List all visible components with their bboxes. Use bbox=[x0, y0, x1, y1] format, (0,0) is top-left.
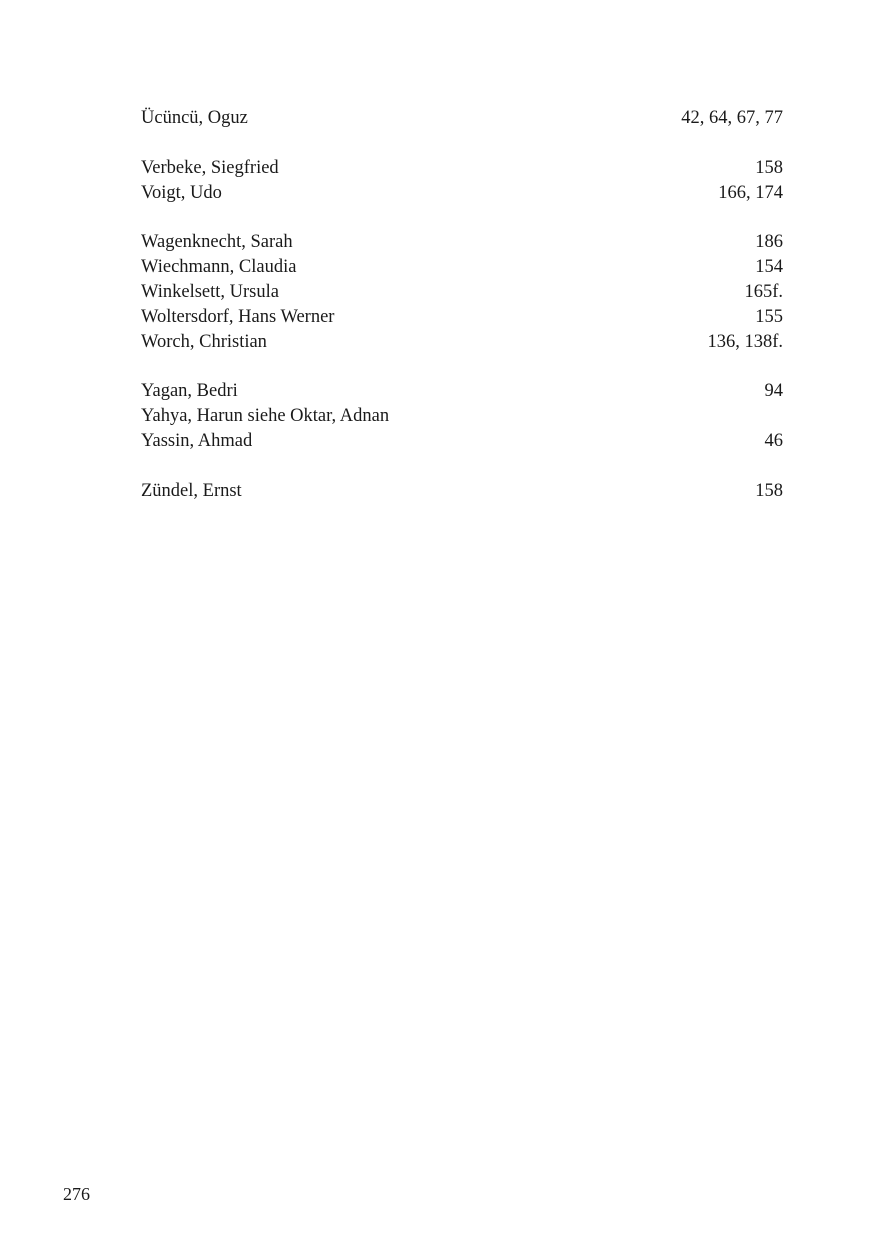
entry-pages: 186 bbox=[755, 232, 783, 253]
index-entry bbox=[141, 479, 783, 504]
index-entry bbox=[141, 230, 783, 255]
index-group-u bbox=[141, 106, 783, 131]
name-index bbox=[141, 106, 783, 529]
entry-pages: 158 bbox=[755, 157, 783, 178]
entry-name: Woltersdorf, Hans Werner bbox=[141, 306, 335, 327]
entry-pages: 94 bbox=[764, 381, 783, 402]
entry-name: Yahya, Harun siehe Oktar, Adnan bbox=[141, 406, 390, 427]
entry-name: Winkelsett, Ursula bbox=[141, 281, 279, 302]
index-entry bbox=[141, 280, 783, 305]
entry-name: Wiechmann, Claudia bbox=[141, 257, 297, 278]
entry-pages: 136, 138f. bbox=[707, 331, 783, 352]
index-entry bbox=[141, 106, 783, 131]
entry-pages: 155 bbox=[755, 306, 783, 327]
entry-name: Voigt, Udo bbox=[141, 182, 222, 203]
index-entry bbox=[141, 404, 783, 429]
index-entry bbox=[141, 379, 783, 404]
entry-pages: 166, 174 bbox=[718, 182, 783, 203]
entry-name: Verbeke, Siegfried bbox=[141, 157, 279, 178]
index-entry bbox=[141, 255, 783, 280]
entry-pages: 42, 64, 67, 77 bbox=[681, 108, 783, 128]
index-entry bbox=[141, 156, 783, 181]
index-entry bbox=[141, 429, 783, 454]
entry-pages: 46 bbox=[764, 430, 783, 451]
entry-name: Yagan, Bedri bbox=[141, 381, 238, 402]
index-group-z bbox=[141, 479, 783, 504]
index-entry bbox=[141, 330, 783, 355]
entry-name: Wagenknecht, Sarah bbox=[141, 232, 293, 253]
entry-pages: 165f. bbox=[744, 281, 783, 302]
index-group-y bbox=[141, 379, 783, 453]
entry-name: Yassin, Ahmad bbox=[141, 430, 253, 451]
entry-name: Zündel, Ernst bbox=[141, 480, 242, 501]
entry-name: Worch, Christian bbox=[141, 331, 267, 352]
index-entry bbox=[141, 305, 783, 330]
index-group-v bbox=[141, 156, 783, 206]
entry-pages: 154 bbox=[755, 257, 783, 278]
entry-name: Ücüncü, Oguz bbox=[141, 108, 248, 128]
entry-pages: 158 bbox=[755, 480, 783, 501]
index-group-w bbox=[141, 230, 783, 354]
index-entry bbox=[141, 181, 783, 206]
page-number: 276 bbox=[63, 1184, 90, 1204]
